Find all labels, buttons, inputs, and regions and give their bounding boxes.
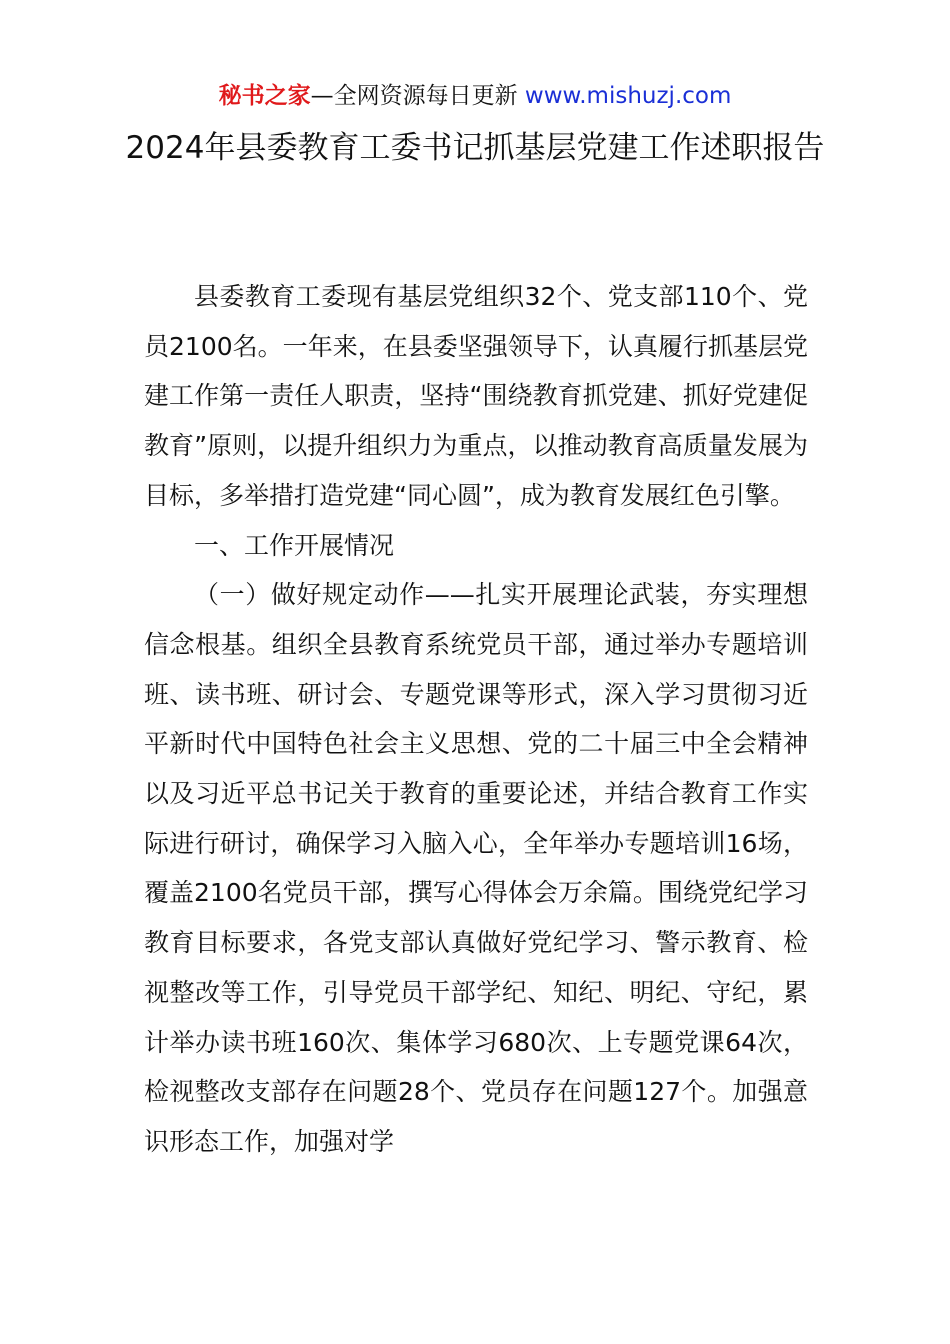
subsection-paragraph: （一）做好规定动作——扎实开展理论武装，夯实理想信念根基。组织全县教育系统党员干部，通过举办专题培训班、读书班、研讨会、专题党课等形式，深入学习贯彻习近平新时代中国特色社会主义思想、党的二十届三中全会精神以及习近平总书记关于教育的重要论述，并结合教育工作实际进行研讨，确保学习入脑入心，全年举办专题培训16场，覆盖2100名党员干部，撰写心得体会万余篇。围绕党纪学习教育目标要求，各党支部认真做好党纪学习、警示教育、检视整改等工作，引导党员干部学纪、知纪、明纪、守纪，累计举办读书班160次、集体学习680次、上专题党课64次，检视整改支部存在问题28个、党员存在问题127个。加强意识形态工作，加强对学: [144, 580, 808, 1156]
document-title: 2024年县委教育工委书记抓基层党建工作述职报告: [125, 130, 825, 166]
document-body: [144, 272, 808, 1167]
site-url-link[interactable]: www.mishuzj.com: [524, 83, 732, 109]
intro-paragraph: 县委教育工委现有基层党组织32个、党支部110个、党员2100名。一年来，在县委坚强领导下，认真履行抓基层党建工作第一责任人职责，坚持“围绕教育抓党建、抓好党建促教育”原则，以提升组织力为重点，以推动教育高质量发展为目标，多举措打造党建“同心圆”，成为教育发展红色引擎。: [144, 282, 808, 510]
section-heading: 一、工作开展情况: [194, 530, 395, 560]
site-name: 秘书之家: [218, 83, 311, 109]
site-header: [0, 80, 950, 112]
site-slogan: —全网资源每日更新: [310, 83, 518, 109]
